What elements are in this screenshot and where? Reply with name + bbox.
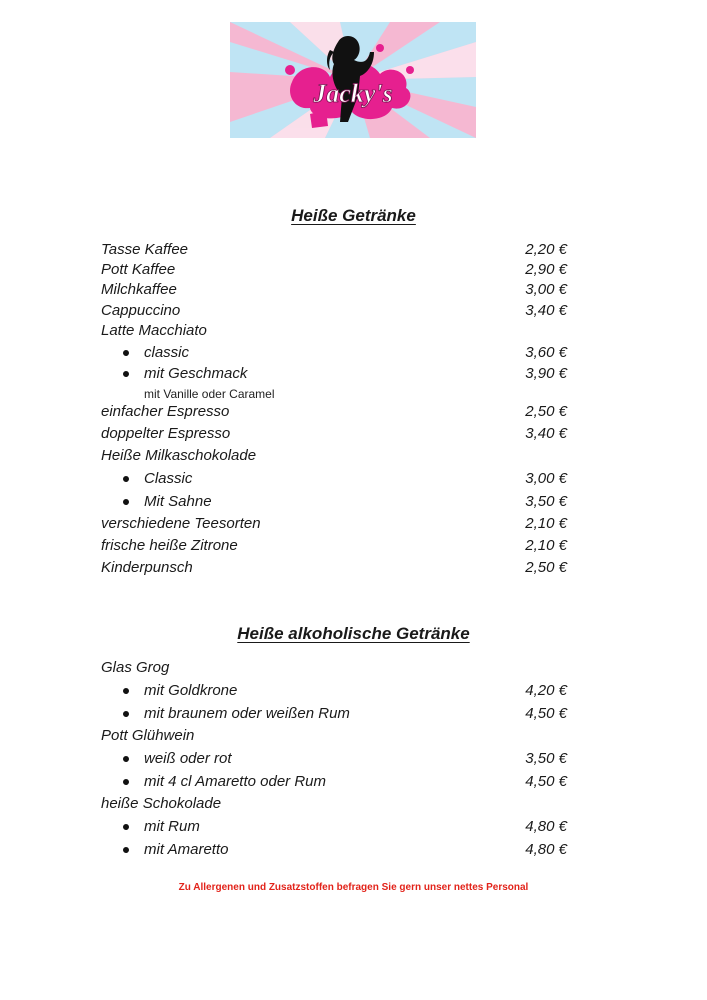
menu-subitem [101, 343, 567, 363]
menu-subitem [101, 704, 567, 724]
menu-category [101, 446, 567, 466]
section-title-hot-alcoholic-drinks: Heiße alkoholische Getränke [237, 624, 470, 643]
item-name: doppelter Espresso [101, 425, 231, 442]
item-name: mit 4 cl Amaretto oder Rum [144, 773, 326, 790]
item-price: 2,20 € [525, 241, 567, 258]
menu-item [101, 424, 567, 444]
menu-item [101, 280, 567, 300]
item-price: 3,60 € [525, 344, 567, 361]
item-name: Pott Kaffee [101, 261, 176, 278]
item-price: 3,40 € [525, 425, 567, 442]
item-name: classic [144, 344, 190, 361]
item-price: 3,00 € [525, 281, 567, 298]
menu-item [101, 301, 567, 321]
category-name: Pott Glühwein [101, 727, 195, 744]
item-price: 4,50 € [525, 773, 567, 790]
item-price: 3,50 € [525, 750, 567, 767]
item-price: 2,50 € [525, 403, 567, 420]
bullet-icon [123, 756, 129, 762]
item-name: weiß oder rot [144, 750, 232, 767]
menu-category [101, 321, 567, 341]
menu-category [101, 726, 567, 746]
item-name: frische heiße Zitrone [101, 537, 238, 554]
category-name: Glas Grog [101, 659, 170, 676]
bullet-icon [123, 499, 129, 505]
item-name: mit Geschmack [144, 365, 248, 382]
menu-subitem [101, 364, 567, 384]
bullet-icon [123, 371, 129, 377]
item-name: mit Goldkrone [144, 682, 238, 699]
item-price: 3,50 € [525, 493, 567, 510]
logo-brand-text: Jacky's [313, 79, 393, 108]
item-price: 4,50 € [525, 705, 567, 722]
menu-subitem [101, 817, 567, 837]
item-name: Mit Sahne [144, 493, 212, 510]
item-price: 3,90 € [525, 365, 567, 382]
item-price: 3,00 € [525, 470, 567, 487]
category-name: Latte Macchiato [101, 322, 207, 339]
menu-item [101, 514, 567, 534]
item-name: Tasse Kaffee [101, 241, 189, 258]
logo-image [230, 22, 476, 138]
menu-item [101, 536, 567, 556]
item-name: verschiedene Teesorten [101, 515, 261, 532]
menu-subitem [101, 772, 567, 792]
item-price: 4,20 € [525, 682, 567, 699]
bullet-icon [123, 847, 129, 853]
item-price: 3,40 € [525, 302, 567, 319]
category-name: Heiße Milkaschokolade [101, 447, 257, 464]
bullet-icon [123, 688, 129, 694]
item-price: 2,50 € [525, 559, 567, 576]
bullet-icon [123, 711, 129, 717]
menu-item [101, 260, 567, 280]
menu-subitem [101, 749, 567, 769]
item-price: 2,10 € [525, 515, 567, 532]
item-name: mit Amaretto [144, 841, 229, 858]
item-name: Cappuccino [101, 302, 181, 319]
menu-category [101, 794, 567, 814]
menu-subitem [101, 840, 567, 860]
item-name: Classic [144, 470, 193, 487]
section-title-hot-drinks: Heiße Getränke [291, 206, 416, 225]
item-name: Milchkaffee [101, 281, 177, 298]
bullet-icon [123, 476, 129, 482]
bullet-icon [123, 779, 129, 785]
item-note: mit Vanille oder Caramel [144, 387, 275, 401]
menu-item [101, 402, 567, 422]
item-name: Kinderpunsch [101, 559, 193, 576]
item-name: mit braunem oder weißen Rum [144, 705, 350, 722]
logo-jackys [230, 22, 476, 138]
bullet-icon [123, 350, 129, 356]
item-name: mit Rum [144, 818, 200, 835]
menu-item [101, 240, 567, 260]
menu-subitem [101, 492, 567, 512]
item-price: 4,80 € [525, 818, 567, 835]
menu-subitem [101, 469, 567, 489]
menu-subitem [101, 681, 567, 701]
menu-category [101, 658, 567, 678]
item-price: 2,90 € [525, 261, 567, 278]
bullet-icon [123, 824, 129, 830]
menu-item [101, 558, 567, 578]
item-price: 2,10 € [525, 537, 567, 554]
item-price: 4,80 € [525, 841, 567, 858]
category-name: heiße Schokolade [101, 795, 222, 812]
allergen-notice: Zu Allergenen und Zusatzstoffen befragen Sie gern unser nettes Personal [178, 882, 529, 893]
item-name: einfacher Espresso [101, 403, 230, 420]
